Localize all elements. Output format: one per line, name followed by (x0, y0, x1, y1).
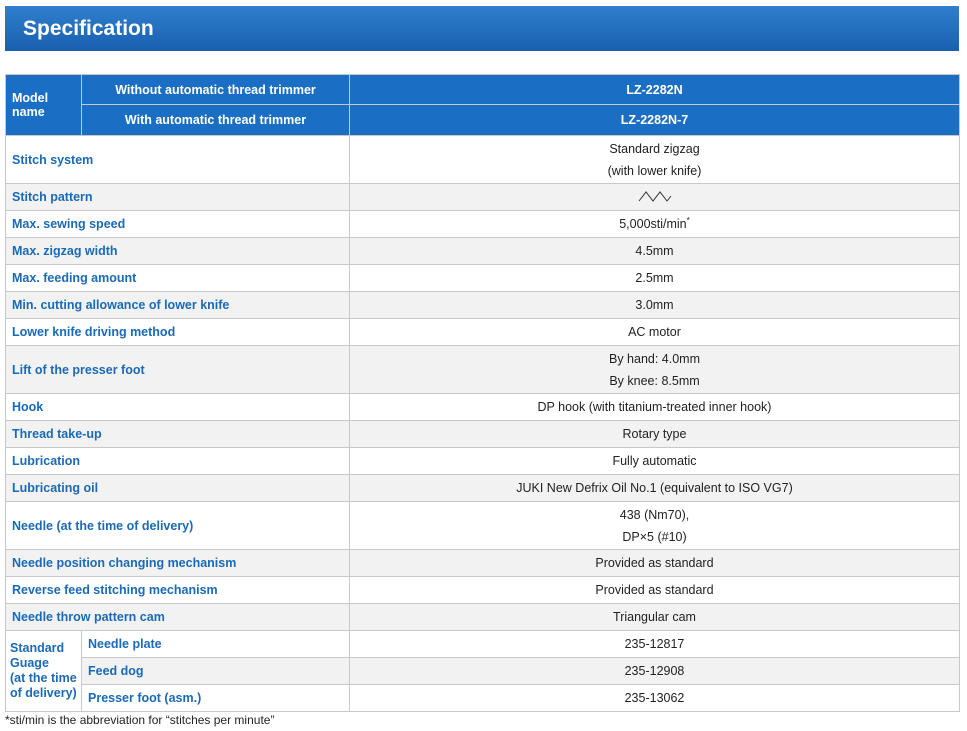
spec-row (6, 448, 960, 475)
spec-row (6, 475, 960, 502)
footnote-mark: * (686, 216, 690, 226)
spec-value-line: By knee: 8.5mm (609, 373, 700, 388)
spec-row (6, 238, 960, 265)
spec-label: Lubricating oil (6, 475, 350, 502)
model-name-label: Model name (6, 75, 82, 136)
spec-label: Max. zigzag width (6, 238, 350, 265)
gauge-row (6, 685, 960, 712)
spec-value-text: Provided as standard (595, 556, 714, 570)
spec-value (350, 421, 960, 448)
spec-value (350, 448, 960, 475)
spec-row (6, 604, 960, 631)
gauge-item-value: 235-13062 (350, 685, 960, 712)
gauge-item-label: Needle plate (82, 631, 350, 658)
spec-row (6, 346, 960, 394)
with-trimmer-label: With automatic thread trimmer (82, 105, 350, 136)
spec-label: Needle throw pattern cam (6, 604, 350, 631)
with-trimmer-model: LZ-2282N-7 (350, 105, 960, 136)
spec-value-line: (with lower knife) (607, 163, 702, 178)
specification-table (5, 74, 960, 712)
spec-value-line: Standard zigzag (609, 141, 700, 156)
spec-label: Max. feeding amount (6, 265, 350, 292)
standard-gauge-label (6, 631, 82, 712)
spec-value (350, 265, 960, 292)
spec-value (350, 604, 960, 631)
spec-value (350, 292, 960, 319)
spec-label: Lift of the presser foot (6, 346, 350, 394)
gauge-item-label: Feed dog (82, 658, 350, 685)
without-trimmer-model: LZ-2282N (350, 75, 960, 105)
gauge-item-label: Presser foot (asm.) (82, 685, 350, 712)
spec-row (6, 265, 960, 292)
gauge-item-value: 235-12908 (350, 658, 960, 685)
spec-value-text: Rotary type (622, 427, 687, 441)
spec-row (6, 394, 960, 421)
spec-value (350, 319, 960, 346)
gauge-label-line: (at the time (10, 671, 77, 685)
spec-value-text: JUKI New Defrix Oil No.1 (equivalent to ISO VG7) (516, 481, 793, 495)
spec-label: Min. cutting allowance of lower knife (6, 292, 350, 319)
gauge-row (6, 658, 960, 685)
spec-label: Lubrication (6, 448, 350, 475)
spec-row (6, 184, 960, 211)
spec-value-line: 438 (Nm70), (619, 507, 690, 522)
spec-value-text: Triangular cam (613, 610, 696, 624)
spec-label: Stitch pattern (6, 184, 350, 211)
spec-row (6, 292, 960, 319)
spec-value-line: DP×5 (#10) (622, 529, 687, 544)
spec-value-text: 2.5mm (635, 271, 674, 285)
zigzag-pattern-icon (638, 190, 672, 202)
spec-label: Max. sewing speed (6, 211, 350, 238)
spec-value-text: 4.5mm (635, 244, 674, 258)
spec-row (6, 421, 960, 448)
spec-label: Thread take-up (6, 421, 350, 448)
spec-value (350, 577, 960, 604)
spec-value (350, 502, 960, 550)
spec-value-text: 5,000sti/min (619, 217, 687, 232)
footnote: *sti/min is the abbreviation for “stitches per minute” (5, 713, 275, 727)
gauge-label-line: Guage (10, 656, 49, 670)
spec-value-text: Provided as standard (595, 583, 714, 597)
spec-label: Hook (6, 394, 350, 421)
spec-row (6, 502, 960, 550)
spec-value (350, 184, 960, 211)
spec-row (6, 550, 960, 577)
gauge-label-line: Standard (10, 641, 65, 655)
spec-value (350, 550, 960, 577)
spec-value (350, 346, 960, 394)
spec-value (350, 211, 960, 238)
spec-value-text: AC motor (628, 325, 681, 339)
spec-label: Lower knife driving method (6, 319, 350, 346)
spec-value-line: By hand: 4.0mm (608, 351, 700, 366)
spec-value-text: Fully automatic (612, 454, 697, 468)
spec-label: Reverse feed stitching mechanism (6, 577, 350, 604)
spec-row (6, 211, 960, 238)
spec-label: Needle (at the time of delivery) (6, 502, 350, 550)
spec-value (350, 475, 960, 502)
spec-label: Needle position changing mechanism (6, 550, 350, 577)
spec-row (6, 577, 960, 604)
without-trimmer-label: Without automatic thread trimmer (82, 75, 350, 105)
spec-value-text: 3.0mm (635, 298, 674, 312)
spec-label: Stitch system (6, 136, 350, 184)
spec-value-text: DP hook (with titanium-treated inner hook) (537, 400, 772, 414)
gauge-row (6, 631, 960, 658)
spec-value (350, 238, 960, 265)
gauge-item-value: 235-12817 (350, 631, 960, 658)
spec-value (350, 136, 960, 184)
spec-value (350, 394, 960, 421)
spec-row (6, 136, 960, 184)
spec-row (6, 319, 960, 346)
page-title: Specification (5, 6, 959, 51)
gauge-label-line: of delivery) (10, 686, 77, 700)
